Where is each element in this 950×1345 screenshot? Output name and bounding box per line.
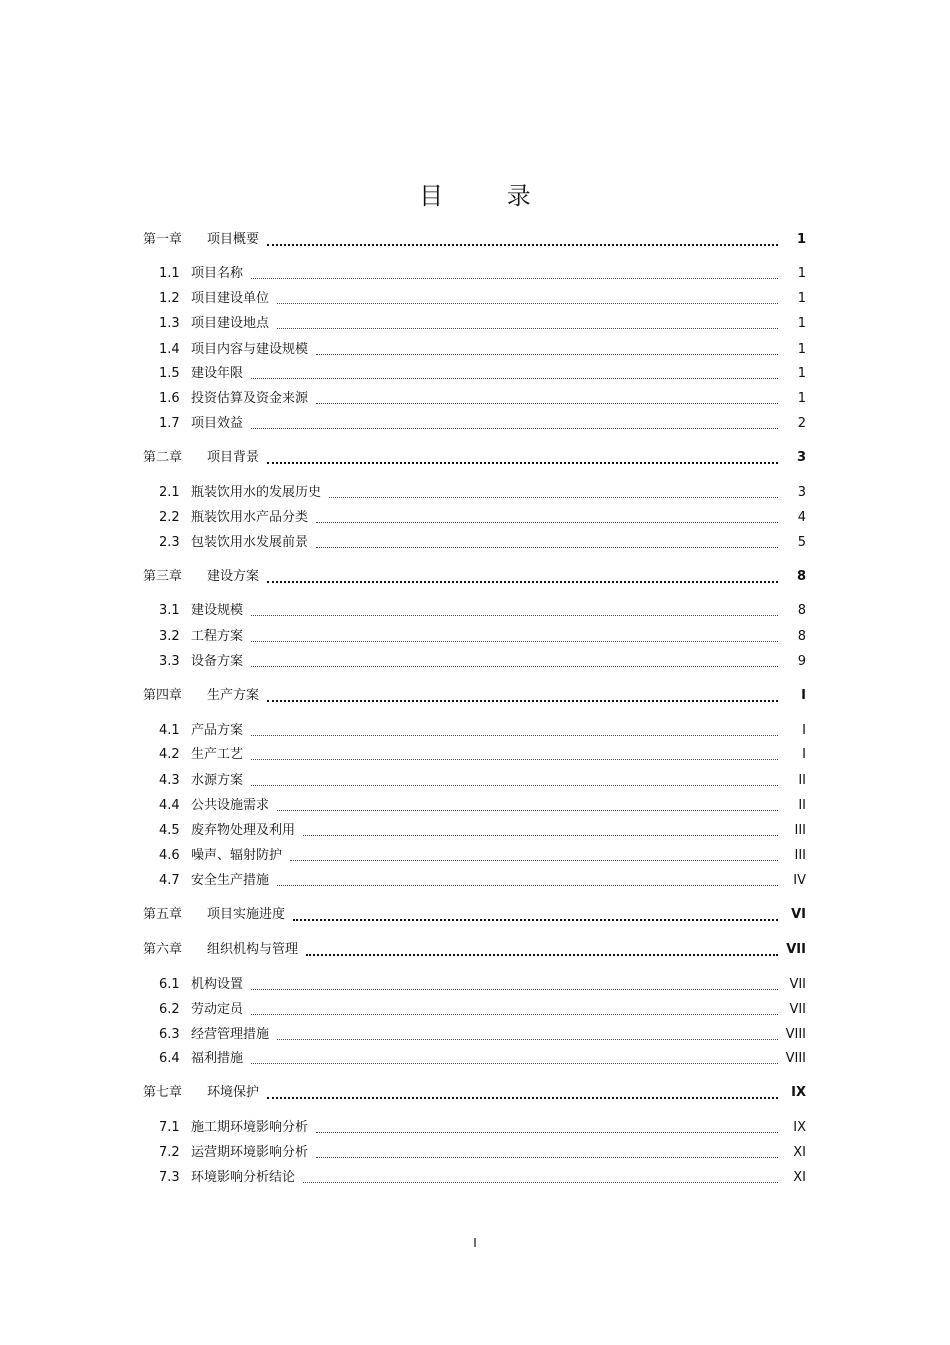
toc-entry-label: 建设年限 [191,366,244,381]
toc-entry-number: 4.4 [159,798,180,813]
toc-entry-label: 建设方案 [207,569,260,584]
toc-leader-dots [267,571,778,583]
toc-entry-page: III [794,823,806,838]
toc-entry-page: 8 [797,629,806,644]
toc-entry-page: VII [789,1002,806,1017]
toc-entry-label: 环境保护 [207,1085,260,1100]
toc-entry-label: 建设规模 [191,603,244,618]
toc-entry-number: 3.3 [159,654,180,669]
toc-entry-page: 2 [797,416,806,431]
toc-entry-label: 投资估算及资金来源 [191,391,309,406]
toc-section-row[interactable] [159,1023,806,1043]
toc-leader-dots [267,690,778,702]
toc-entry-number: 第四章 [143,688,183,703]
toc-section-row[interactable] [159,387,806,407]
toc-entry-number: 3.2 [159,629,180,644]
toc-section-row[interactable] [159,719,806,739]
toc-chapter-row[interactable] [143,684,806,704]
toc-entry-number: 1.1 [159,266,180,281]
toc-leader-dots [267,234,778,246]
toc-entry-page: 1 [796,232,806,247]
toc-entry-label: 项目内容与建设规模 [191,342,309,357]
toc-entry-page: 1 [797,342,806,357]
toc-leader-dots [303,1172,778,1183]
toc-leader-dots [293,909,778,921]
toc-section-row[interactable] [159,481,806,501]
toc-leader-dots [251,268,778,279]
toc-entry-page: 8 [796,569,806,584]
toc-entry-label: 生产方案 [207,688,260,703]
toc-entry-number: 1.5 [159,366,180,381]
toc-entry-page: 3 [796,450,806,465]
toc-entry-page: 9 [797,654,806,669]
toc-entry-number: 7.1 [159,1120,180,1135]
toc-chapter-row[interactable] [143,446,806,466]
toc-entry-number: 7.2 [159,1145,180,1160]
toc-section-row[interactable] [159,338,806,358]
page-number: I [473,1236,477,1250]
toc-chapter-row[interactable] [143,903,806,923]
toc-entry-label: 包装饮用水发展前景 [191,535,309,550]
toc-entry-page: 1 [797,291,806,306]
toc-entry-number: 第二章 [143,450,183,465]
toc-entry-number: 1.3 [159,316,180,331]
toc-section-row[interactable] [159,650,806,670]
toc-leader-dots [251,368,778,379]
toc-leader-dots [316,512,778,523]
toc-entry-number: 7.3 [159,1170,180,1185]
toc-entry-page: XI [793,1170,806,1185]
toc-entry-label: 废弃物处理及利用 [191,823,296,838]
toc-entry-page: 8 [797,603,806,618]
toc-entry-label: 安全生产措施 [191,873,270,888]
toc-leader-dots [251,979,778,990]
toc-leader-dots [290,850,778,861]
toc-entry-label: 公共设施需求 [191,798,270,813]
toc-entry-number: 1.6 [159,391,180,406]
toc-entry-number: 2.1 [159,485,180,500]
toc-section-row[interactable] [159,869,806,889]
toc-leader-dots [277,875,778,886]
toc-section-row[interactable] [159,362,806,382]
toc-section-row[interactable] [159,625,806,645]
toc-entry-label: 噪声、辐射防护 [191,848,283,863]
toc-entry-label: 项目背景 [207,450,260,465]
toc-section-row[interactable] [159,794,806,814]
toc-leader-dots [251,656,778,667]
toc-entry-page: I [802,747,806,762]
toc-entry-number: 2.2 [159,510,180,525]
toc-chapter-row[interactable] [143,938,806,958]
toc-chapter-row[interactable] [143,565,806,585]
toc-leader-dots [267,452,778,464]
toc-entry-label: 劳动定员 [191,1002,244,1017]
toc-entry-label: 项目效益 [191,416,244,431]
toc-section-row[interactable] [159,599,806,619]
toc-entry-label: 组织机构与管理 [207,942,299,957]
toc-section-row[interactable] [159,769,806,789]
toc-chapter-row[interactable] [143,228,806,248]
toc-entry-page: VII [786,942,806,957]
toc-entry-page: VII [789,977,806,992]
toc-section-row[interactable] [159,312,806,332]
toc-entry-label: 产品方案 [191,723,244,738]
toc-entry-page: IV [793,873,806,888]
toc-entry-label: 项目概要 [207,232,260,247]
toc-entry-number: 4.2 [159,747,180,762]
toc-entry-label: 经营管理措施 [191,1027,270,1042]
toc-entry-label: 项目名称 [191,266,244,281]
toc-entry-page: II [798,773,806,788]
toc-leader-dots [267,1087,778,1099]
toc-section-row[interactable] [159,844,806,864]
toc-entry-page: 3 [797,485,806,500]
toc-section-row[interactable] [159,1166,806,1186]
toc-section-row[interactable] [159,262,806,282]
toc-entry-page: III [794,848,806,863]
toc-leader-dots [251,605,778,616]
toc-leader-dots [251,418,778,429]
toc-leader-dots [303,825,778,836]
toc-entry-label: 福利措施 [191,1051,244,1066]
toc-section-row[interactable] [159,743,806,763]
toc-leader-dots [277,1029,778,1040]
toc-entry-label: 生产工艺 [191,747,244,762]
toc-entry-number: 1.2 [159,291,180,306]
toc-leader-dots [251,1004,778,1015]
toc-entry-label: 瓶装饮用水的发展历史 [191,485,322,500]
toc-entry-page: VI [791,907,806,922]
toc-entry-label: 施工期环境影响分析 [191,1120,309,1135]
toc-entry-page: I [802,723,806,738]
toc-entry-page: VIII [785,1027,806,1042]
toc-leader-dots [251,1053,778,1064]
toc-section-row[interactable] [159,531,806,551]
toc-leader-dots [316,393,778,404]
toc-leader-dots [251,749,778,760]
toc-leader-dots [316,1122,778,1133]
toc-entry-number: 4.3 [159,773,180,788]
toc-section-row[interactable] [159,998,806,1018]
toc-entry-number: 4.5 [159,823,180,838]
toc-leader-dots [251,725,778,736]
toc-entry-label: 项目实施进度 [207,907,286,922]
toc-leader-dots [251,631,778,642]
toc-leader-dots [329,487,778,498]
toc-entry-label: 环境影响分析结论 [191,1170,296,1185]
toc-entry-number: 2.3 [159,535,180,550]
toc-entry-page: 1 [797,266,806,281]
toc-section-row[interactable] [159,1141,806,1161]
toc-entry-page: IX [793,1120,806,1135]
toc-entry-number: 1.7 [159,416,180,431]
toc-chapter-row[interactable] [143,1081,806,1101]
toc-entry-number: 第五章 [143,907,183,922]
toc-section-row[interactable] [159,973,806,993]
toc-entry-number: 3.1 [159,603,180,618]
toc-entry-number: 第三章 [143,569,183,584]
toc-section-row[interactable] [159,1116,806,1136]
toc-leader-dots [316,537,778,548]
toc-entry-number: 第七章 [143,1085,183,1100]
toc-entry-page: XI [793,1145,806,1160]
toc-entry-page: 1 [797,366,806,381]
toc-section-row[interactable] [159,819,806,839]
toc-leader-dots [306,944,778,956]
toc-entry-page: II [798,798,806,813]
toc-entry-label: 水源方案 [191,773,244,788]
toc-leader-dots [251,775,778,786]
toc-entry-page: I [801,688,806,703]
toc-section-row[interactable] [159,287,806,307]
toc-entry-label: 项目建设地点 [191,316,270,331]
toc-entry-number: 1.4 [159,342,180,357]
toc-section-row[interactable] [159,506,806,526]
toc-entry-label: 瓶装饮用水产品分类 [191,510,309,525]
toc-leader-dots [277,318,778,329]
toc-title: 目 录 [419,182,559,210]
toc-leader-dots [277,293,778,304]
toc-entry-page: 1 [797,391,806,406]
toc-section-row[interactable] [159,412,806,432]
toc-entry-number: 6.2 [159,1002,180,1017]
toc-entry-page: 4 [797,510,806,525]
toc-entry-page: 5 [797,535,806,550]
toc-entry-number: 4.1 [159,723,180,738]
toc-entry-number: 第六章 [143,942,183,957]
toc-entry-number: 6.1 [159,977,180,992]
toc-entry-label: 项目建设单位 [191,291,270,306]
toc-entry-number: 6.3 [159,1027,180,1042]
toc-entry-number: 4.6 [159,848,180,863]
toc-entry-label: 工程方案 [191,629,244,644]
toc-entry-number: 6.4 [159,1051,180,1066]
toc-entry-number: 第一章 [143,232,183,247]
toc-leader-dots [316,344,778,355]
toc-entry-page: VIII [785,1051,806,1066]
toc-entry-number: 4.7 [159,873,180,888]
toc-entry-label: 机构设置 [191,977,244,992]
toc-entry-label: 设备方案 [191,654,244,669]
toc-entry-page: 1 [797,316,806,331]
toc-leader-dots [277,800,778,811]
toc-entry-label: 运营期环境影响分析 [191,1145,309,1160]
toc-leader-dots [316,1147,778,1158]
toc-entry-page: IX [791,1085,806,1100]
toc-section-row[interactable] [159,1047,806,1067]
